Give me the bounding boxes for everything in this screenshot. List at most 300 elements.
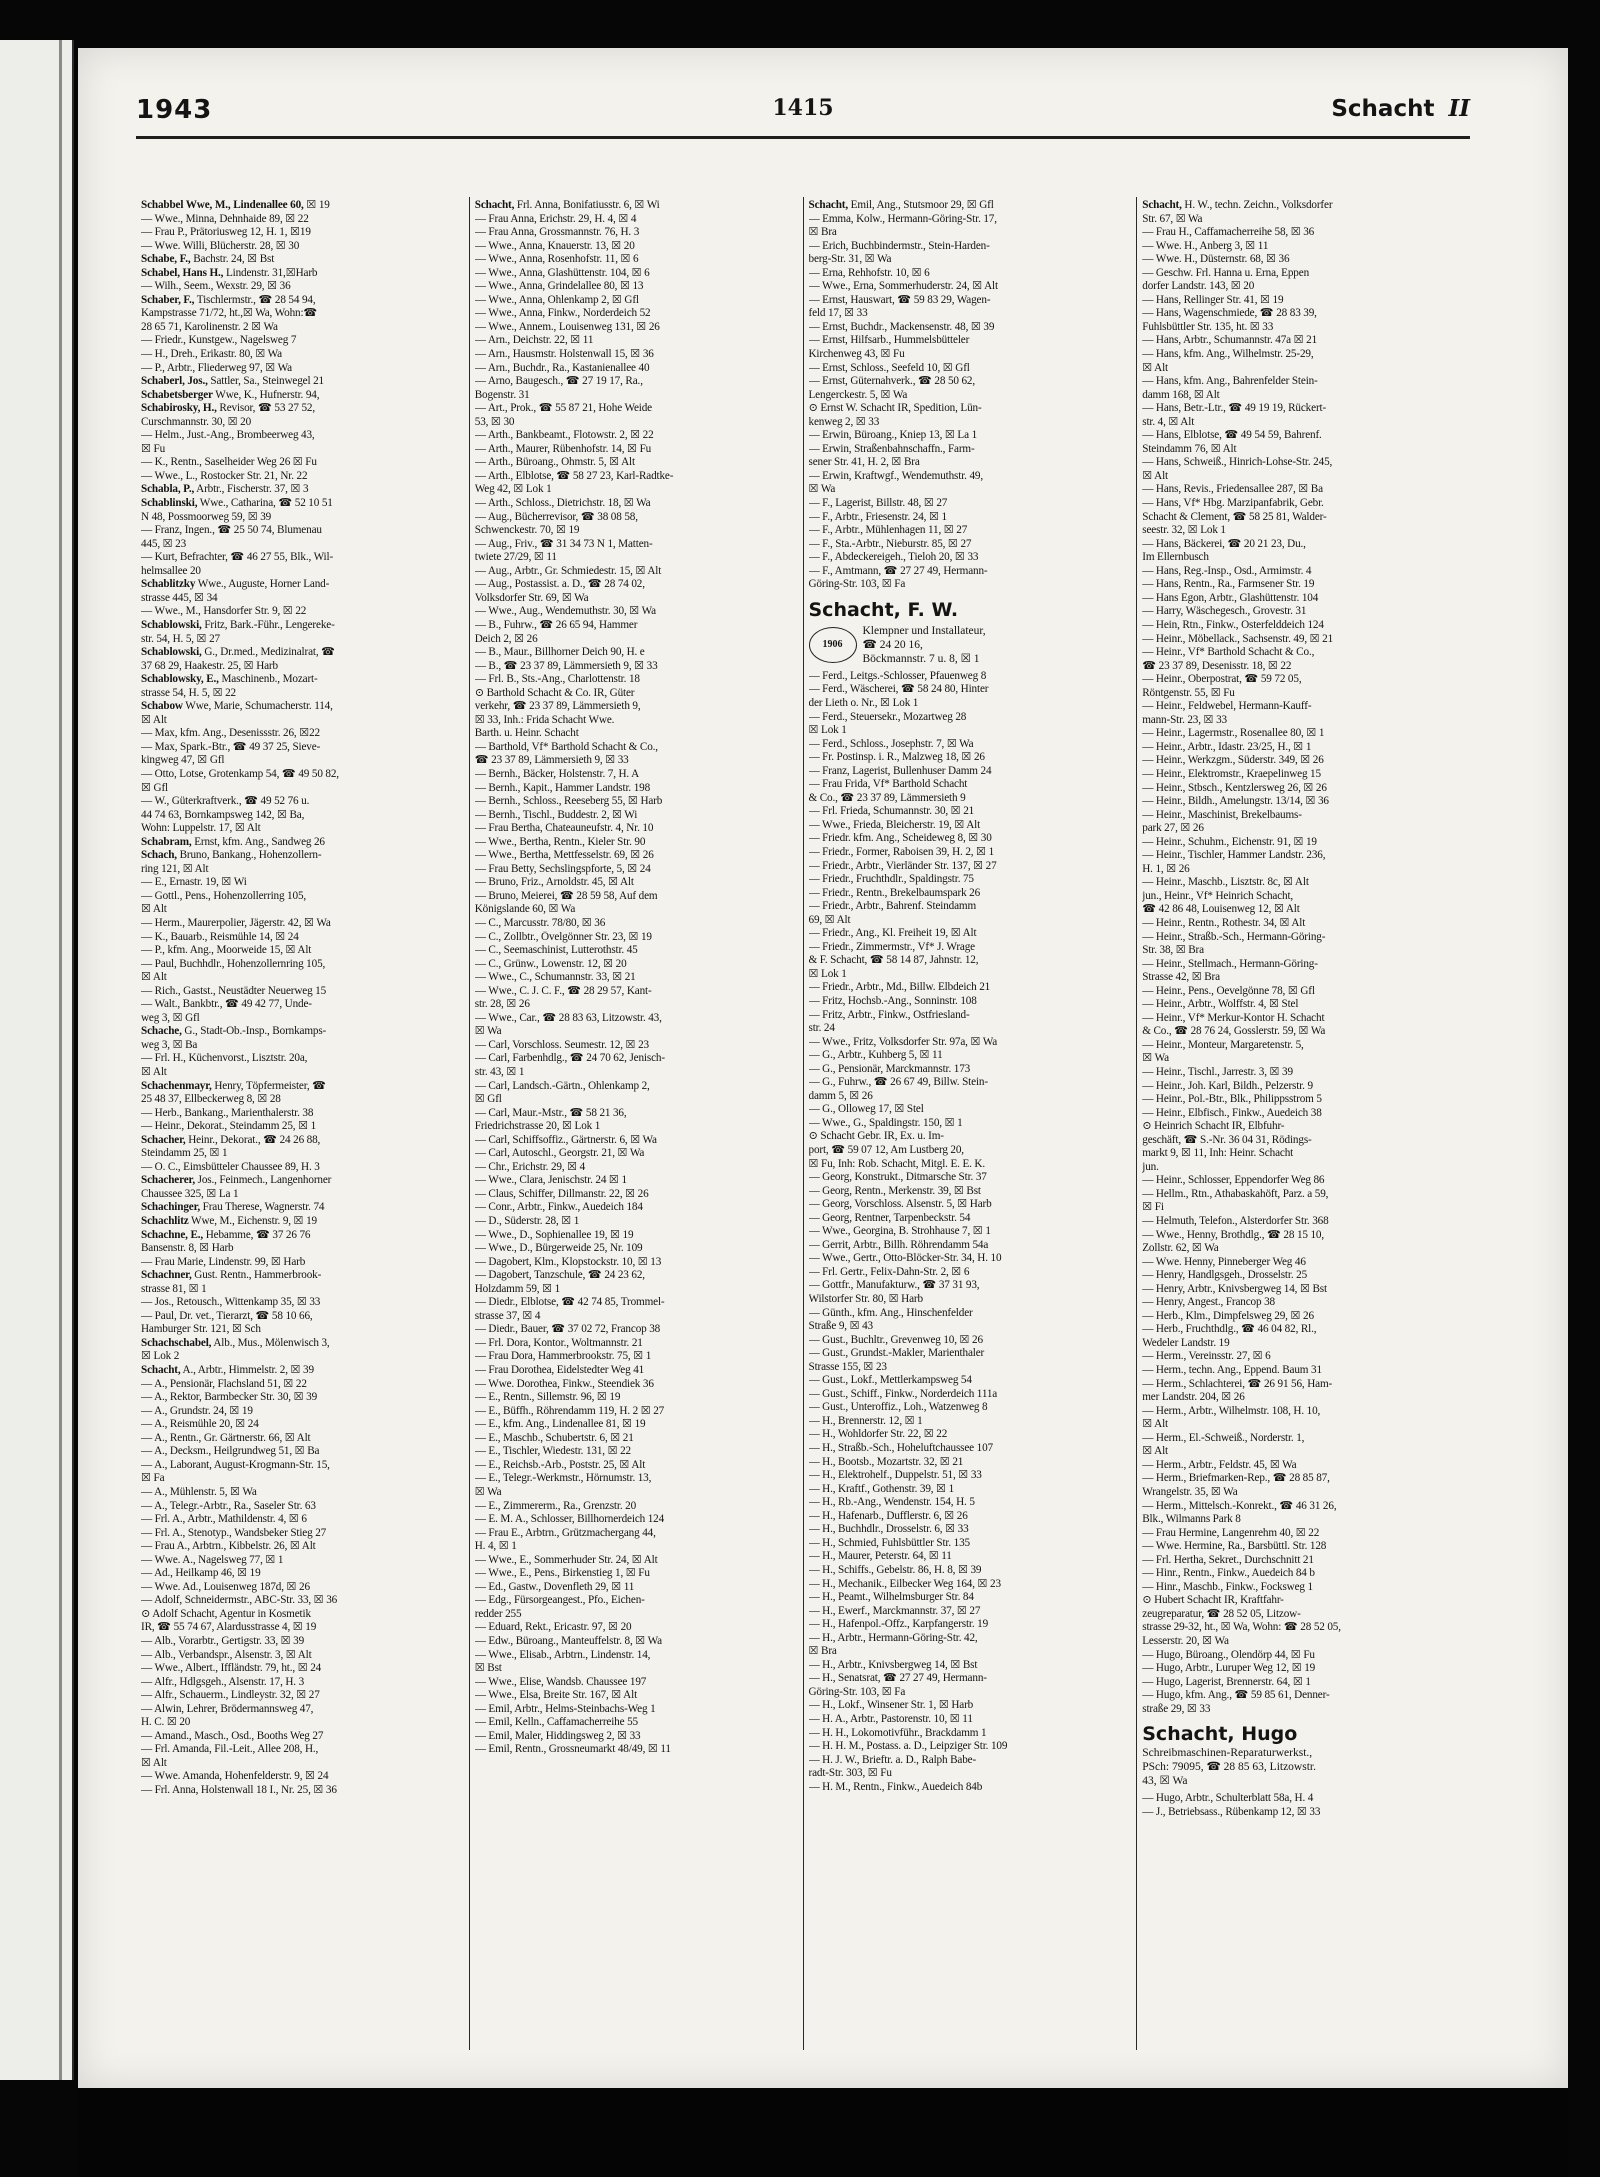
entry-text: — Wwe. Willi, Blücherstr. 28, ☒ 30 (141, 239, 300, 252)
entry-text: — Wwe., M., Hansdorfer Str. 9, ☒ 22 (141, 605, 307, 618)
directory-entry (475, 754, 799, 768)
entry-text: Wilstorfer Str. 80, ☒ Harb (808, 1293, 923, 1306)
entry-text: ☒ Wa (808, 483, 836, 496)
directory-entry (1142, 1161, 1466, 1175)
directory-entry (141, 443, 465, 457)
entry-text: Wwe, Marie, Schumacherstr. 114, (182, 700, 333, 713)
entry-text: verkehr, ☎ 23 37 89, Lämmersieth 9, (474, 700, 641, 713)
entry-text: — E., Telegr.-Werkmstr., Hörnumstr. 13, (474, 1472, 652, 1485)
entry-text: str. 4, ☒ Alt (1142, 415, 1195, 428)
entry-text: ☒ 33, Inh.: Frida Schacht Wwe. (474, 713, 615, 726)
directory-entry (475, 1649, 799, 1663)
directory-entry (475, 1350, 799, 1364)
directory-entry (809, 416, 1133, 430)
ad-hugo-line-1: Schreibmaschinen-Reparaturwerkst., (1142, 1747, 1313, 1760)
directory-entry (809, 914, 1133, 928)
entry-text: Frau Therese, Wagnerstr. 74 (200, 1201, 325, 1214)
entry-text: — Frau Bertha, Chateauneufstr. 4, Nr. 10 (474, 822, 654, 835)
entry-text: — A., Laborant, August-Krogmann-Str. 15, (141, 1458, 330, 1471)
entry-surname: Schablitzky (141, 578, 196, 591)
entry-text: — Wwe. H., Düsternstr. 68, ☒ 36 (1142, 253, 1290, 266)
entry-text: 53, ☒ 30 (474, 415, 515, 428)
entry-text: — Herm., techn. Ang., Eppend. Baum 31 (1142, 1364, 1322, 1377)
entry-text: — Ferd., Leitgs.-Schlosser, Pfauenweg 8 (808, 669, 987, 682)
entry-text: — Arth., Elblotse, ☎ 58 27 23, Karl-Radtke- (474, 469, 674, 482)
entry-text: — Herm., Maurerpolier, Jägerstr. 42, ☒ Wa (141, 916, 331, 929)
directory-entry (1142, 1649, 1466, 1663)
entry-surname: Schabel, Hans H., (141, 266, 224, 279)
directory-entry (141, 1310, 465, 1324)
directory-entry (1142, 903, 1466, 917)
entry-text: — F., Arbtr., Friesenstr. 24, ☒ 1 (808, 510, 947, 523)
column-4 (1137, 197, 1470, 2050)
entry-text: — Friedr., Arbtr., Md., Billw. Elbdeich 21 (808, 981, 991, 994)
directory-entry (1142, 998, 1466, 1012)
entry-text: — Carl, Vorschloss. Seumestr. 12, ☒ 23 (474, 1038, 649, 1051)
directory-entry (141, 633, 465, 647)
entry-surname: Schachner, (141, 1269, 192, 1282)
entry-text: — Alfr., Hdlgsgeh., Alsenstr. 17, H. 3 (141, 1675, 305, 1688)
entry-text: — Dagobert, Tanzschule, ☎ 24 23 62, (474, 1269, 645, 1282)
directory-entry (1142, 1201, 1466, 1215)
entry-text: Gust. Rentn., Hammerbrook- (191, 1269, 322, 1282)
entry-text: — Edg., Fürsorgeangest., Pfo., Eichen- (474, 1594, 645, 1607)
entry-text: — Wwe., Anna, Knauerstr. 13, ☒ 20 (474, 239, 635, 252)
directory-entry (1142, 1567, 1466, 1581)
entry-text: Göring-Str. 103, ☒ Fa (808, 578, 906, 591)
entry-text: — Gust., Grundst.-Makler, Marienthaler (808, 1347, 985, 1360)
directory-entry (141, 199, 465, 213)
directory-entry (1142, 307, 1466, 321)
entry-text: sener Str. 41, H. 2, ☒ Bra (808, 456, 920, 469)
directory-entry (809, 1605, 1133, 1619)
entry-text: — Frau Betty, Sechslingspforte, 5, ☒ 24 (474, 862, 651, 875)
directory-entry (809, 1293, 1133, 1307)
entry-text: — D., Süderstr. 28, ☒ 1 (474, 1215, 580, 1228)
directory-entry (475, 443, 799, 457)
directory-entry (809, 1076, 1133, 1090)
directory-entry (1142, 1066, 1466, 1080)
entry-text: Frl. Anna, Bonifatiusstr. 6, ☒ Wi (514, 199, 660, 211)
entry-text: geschäft, ☎ S.-Nr. 36 04 31, Rödings- (1142, 1133, 1312, 1146)
directory-entry (141, 768, 465, 782)
directory-entry (809, 1307, 1133, 1321)
entry-text: — Carl, Farbenhdlg., ☎ 24 70 62, Jenisch- (474, 1052, 665, 1065)
directory-entry (141, 456, 465, 470)
directory-entry (141, 849, 465, 863)
directory-entry (1142, 1792, 1466, 1806)
entry-text: — Wwe. H., Anberg 3, ☒ 11 (1142, 239, 1269, 252)
directory-entry (475, 1391, 799, 1405)
directory-entry (1142, 1296, 1466, 1310)
directory-entry (809, 321, 1133, 335)
directory-entry (475, 240, 799, 254)
directory-entry (1142, 768, 1466, 782)
directory-entry (141, 389, 465, 403)
entry-text: — Gottfr., Manufakturw., ☎ 37 31 93, (808, 1279, 980, 1292)
entry-surname: Schacht, (474, 199, 515, 211)
entry-text: — Hans, Reg.-Insp., Osd., Armimstr. 4 (1142, 564, 1312, 577)
directory-entry (141, 890, 465, 904)
directory-entry (809, 1036, 1133, 1050)
directory-entry (1142, 1689, 1466, 1703)
directory-entry (1142, 605, 1466, 619)
directory-entry (809, 765, 1133, 779)
column-3-bottom-entries (809, 670, 1133, 1794)
directory-entry (475, 876, 799, 890)
entry-text: ⊙ Schacht Gebr. IR, Ex. u. Im- (808, 1130, 944, 1143)
directory-entry (141, 1554, 465, 1568)
entry-text: — Wwe., L., Rostocker Str. 21, Nr. 22 (141, 469, 308, 482)
entry-text: — Aug., Bücherrevisor, ☎ 38 08 58, (474, 510, 638, 523)
directory-entry (809, 375, 1133, 389)
directory-entry (141, 944, 465, 958)
entry-text: Deich 2, ☒ 26 (474, 632, 538, 645)
entry-text: jun., Heinr., Vf* Heinrich Schacht, (1142, 889, 1294, 902)
directory-entry (475, 1581, 799, 1595)
entry-text: straße 29, ☒ 33 (1142, 1702, 1211, 1715)
entry-text: — Bernh., Schloss., Reeseberg 55, ☒ Harb (474, 795, 663, 808)
entry-text: — Carl, Schiffsoffiz., Gärtnerstr. 6, ☒ Wa (474, 1133, 657, 1146)
entry-text: park 27, ☒ 26 (1142, 822, 1204, 835)
entry-text: — Frl. Amanda, Fil.-Leit., Allee 208, H., (141, 1743, 319, 1756)
directory-entry (1142, 1581, 1466, 1595)
entry-text: G., Stadt-Ob.-Insp., Bornkamps- (181, 1025, 327, 1038)
directory-entry (475, 782, 799, 796)
directory-entry (1142, 1594, 1466, 1608)
entry-text: — Ernst, Güternahverk., ☎ 28 50 62, (808, 375, 976, 388)
directory-entry (1142, 1323, 1466, 1337)
entry-text: Fritz, Bark.-Führ., Lengereke- (201, 618, 335, 631)
entry-text: twiete 27/29, ☒ 11 (474, 551, 557, 564)
entry-text: — Wwe., Minna, Dehnhaide 89, ☒ 22 (141, 212, 309, 225)
entry-text: — Heinr., Straßb.-Sch., Hermann-Göring- (1142, 930, 1326, 943)
directory-entry (475, 1269, 799, 1283)
directory-entry (809, 1591, 1133, 1605)
directory-entry (1142, 1486, 1466, 1500)
entry-text: — Art., Prok., ☎ 55 87 21, Hohe Weide (474, 402, 653, 415)
entry-surname: Schabow (141, 700, 183, 713)
entry-text: — Erwin, Kraftwgf., Wendemuthstr. 49, (808, 469, 983, 482)
entry-text: — Herb., Bankang., Marienthalerstr. 38 (141, 1106, 314, 1119)
entry-text: — J., Betriebsass., Rübenkamp 12, ☒ 33 (1142, 1805, 1321, 1818)
entry-text: — Arn., Hausmstr. Holstenwall 15, ☒ 36 (474, 348, 654, 361)
directory-entry (809, 1090, 1133, 1104)
entry-text: — Diedr., Elblotse, ☎ 42 74 85, Trommel- (474, 1296, 665, 1309)
entry-text: — Wwe., Fritz, Volksdorfer Str. 97a, ☒ Wa (808, 1035, 998, 1048)
directory-entry (809, 860, 1133, 874)
directory-entry (809, 1279, 1133, 1293)
directory-entry (809, 1198, 1133, 1212)
entry-text: — Aug., Arbtr., Gr. Schmiedestr. 15, ☒ Alt (474, 564, 662, 577)
directory-entry (475, 1554, 799, 1568)
column-3 (804, 197, 1138, 2050)
entry-text: — Georg, Rentner, Tarpenbeckstr. 54 (808, 1211, 971, 1224)
directory-entry (1142, 619, 1466, 633)
entry-text: ☒ Bra (808, 226, 837, 239)
entry-text: — E., Rentn., Sillemstr. 96, ☒ 19 (474, 1391, 621, 1404)
directory-entry (1142, 1378, 1466, 1392)
directory-entry (1142, 836, 1466, 850)
directory-entry (475, 741, 799, 755)
directory-entry (141, 998, 465, 1012)
entry-text: — H., Ewerf., Marckmannstr. 37, ☒ 27 (808, 1604, 981, 1617)
directory-entry (1142, 1039, 1466, 1053)
entry-text: ☎ 42 86 48, Louisenweg 12, ☒ Alt (1142, 903, 1300, 916)
directory-entry (141, 673, 465, 687)
directory-entry (475, 592, 799, 606)
entry-text: — Herm., Mittelsch.-Konrekt., ☎ 46 31 26, (1142, 1499, 1337, 1512)
directory-entry (141, 497, 465, 511)
ad-hugo-line-2: PSch: 79095, ☎ 28 85 63, Litzowstr. (1142, 1761, 1316, 1774)
entry-text: mer Landstr. 204, ☒ 26 (1142, 1391, 1245, 1404)
entry-text: — K., Bauarb., Reismühle 14, ☒ 24 (141, 930, 299, 943)
entry-text: — Erwin, Büroang., Kniep 13, ☒ La 1 (808, 429, 978, 442)
directory-entry (1142, 1080, 1466, 1094)
directory-entry (1142, 782, 1466, 796)
directory-entry (475, 1513, 799, 1527)
ad-hugo-line-3: 43, ☒ Wa (1142, 1775, 1188, 1788)
directory-entry (1142, 213, 1466, 227)
entry-text: — Arth., Büroang., Ohmstr. 5, ☒ Alt (474, 456, 635, 469)
directory-entry (809, 1632, 1133, 1646)
entry-text: — H., Maurer, Peterstr. 64, ☒ 11 (808, 1550, 952, 1563)
directory-entry (809, 578, 1133, 592)
directory-entry (475, 1025, 799, 1039)
directory-entry (1142, 1676, 1466, 1690)
entry-text: — C., Seemaschinist, Lutterothstr. 45 (474, 944, 638, 957)
entry-text: — Bernh., Tischl., Buddestr. 2, ☒ Wi (474, 808, 638, 821)
entry-text: seestr. 32, ☒ Lok 1 (1142, 524, 1226, 537)
directory-entry (809, 565, 1133, 579)
entry-text: Zollstr. 62, ☒ Wa (1142, 1242, 1219, 1255)
directory-entry (809, 362, 1133, 376)
entry-text: Strasse 155, ☒ 23 (808, 1360, 887, 1373)
directory-entry (809, 307, 1133, 321)
directory-entry (1142, 402, 1466, 416)
directory-entry (809, 1618, 1133, 1632)
entry-text: ☒ Wa (474, 1485, 502, 1498)
entry-text: — Georg, Konstrukt., Ditmarsche Str. 37 (808, 1171, 987, 1184)
entry-text: — F., Amtmann, ☎ 27 27 49, Hermann- (808, 564, 988, 577)
entry-text: — Wwe., C. J. C. F., ☎ 28 29 57, Kant- (474, 984, 652, 997)
entry-text: ☒ Bst (474, 1662, 502, 1675)
directory-entry (1142, 538, 1466, 552)
directory-entry (475, 1635, 799, 1649)
entry-text: Wrangelstr. 35, ☒ Wa (1142, 1485, 1238, 1498)
entry-text: — Heinr., Möbellack., Sachsenstr. 49, ☒ 21 (1142, 632, 1334, 645)
directory-entry (475, 1527, 799, 1541)
entry-text: — Wwe., Georgina, B. Strohhause 7, ☒ 1 (808, 1225, 991, 1238)
scan-bottom-edge (78, 2088, 1568, 2177)
entry-text: kenweg 2, ☒ 33 (808, 415, 880, 428)
entry-text: — Ernst, Schloss., Seefeld 10, ☒ Gfl (808, 361, 970, 374)
entry-text: strasse 445, ☒ 34 (141, 591, 218, 604)
directory-entry (141, 1716, 465, 1730)
directory-entry (1142, 714, 1466, 728)
directory-entry (475, 1107, 799, 1121)
entry-text: — A., Decksm., Heilgrundweg 51, ☒ Ba (141, 1445, 320, 1458)
entry-text: Strasse 42, ☒ Bra (1142, 971, 1220, 984)
directory-entry (475, 795, 799, 809)
directory-entry (141, 809, 465, 823)
entry-text: — H., Mechanik., Eilbecker Weg 164, ☒ 23 (808, 1577, 1001, 1590)
entry-text: dorfer Landstr. 143, ☒ 20 (1142, 280, 1255, 293)
entry-text: — Bruno, Friz., Arnoldstr. 45, ☒ Alt (474, 876, 634, 889)
directory-entry (141, 1621, 465, 1635)
entry-text: — Wwe., Clara, Jenischstr. 24 ☒ 1 (474, 1174, 627, 1187)
entry-surname: Schacherer, (141, 1174, 195, 1187)
directory-entry (809, 1456, 1133, 1470)
directory-entry (809, 1130, 1133, 1144)
directory-entry (475, 389, 799, 403)
entry-text: — H., Buchhdlr., Drosselstr. 6, ☒ 33 (808, 1523, 969, 1536)
directory-entry (1142, 348, 1466, 362)
directory-entry (809, 511, 1133, 525)
entry-text: — Friedr., Kunstgew., Nagelsweg 7 (141, 334, 297, 347)
entry-text: ⊙ Heinrich Schacht IR, Elbfuhr- (1142, 1120, 1285, 1133)
directory-entry (475, 998, 799, 1012)
entry-text: ☒ Bra (808, 1645, 837, 1658)
directory-entry (1142, 1147, 1466, 1161)
entry-text: — Emil, Kelln., Caffamacherreihe 55 (474, 1716, 638, 1729)
directory-entry (475, 673, 799, 687)
entry-text: — Hans, Vf* Hbg. Marzipanfabrik, Gebr. (1142, 497, 1324, 510)
directory-entry (141, 714, 465, 728)
entry-text: — E., kfm. Ang., Lindenallee 81, ☒ 19 (474, 1418, 646, 1431)
directory-entry (141, 754, 465, 768)
entry-text: Bansenstr. 8, ☒ Harb (141, 1242, 234, 1255)
entry-text: — Arno, Baugesch., ☎ 27 19 17, Ra., (474, 375, 643, 388)
entry-text: — Gust., Unteroffiz., Loh., Watzenweg 8 (808, 1401, 988, 1414)
entry-text: Curschmannstr. 30, ☒ 20 (141, 415, 252, 428)
directory-entry (475, 1256, 799, 1270)
directory-entry (1142, 1350, 1466, 1364)
directory-entry (141, 1134, 465, 1148)
entry-text: — H., Dreh., Erikastr. 80, ☒ Wa (141, 348, 282, 361)
entry-text: — Wwe., C., Schumannstr. 33, ☒ 21 (474, 971, 636, 984)
directory-entry (141, 280, 465, 294)
entry-text: — Herm., Vereinsstr. 27, ☒ 6 (1142, 1350, 1271, 1363)
directory-entry (141, 687, 465, 701)
entry-text: — Hans, Betr.-Ltr., ☎ 49 19 19, Rückert- (1142, 402, 1327, 415)
directory-entry (141, 1066, 465, 1080)
directory-entry (809, 683, 1133, 697)
directory-entry (141, 1405, 465, 1419)
directory-entry (141, 321, 465, 335)
directory-entry (141, 307, 465, 321)
entry-text: — Wwe., Anna, Ohlenkamp 2, ☒ Gfl (474, 293, 639, 306)
entry-text: ☒ Gfl (474, 1093, 502, 1106)
directory-entry (475, 1676, 799, 1690)
directory-entry (141, 795, 465, 809)
directory-entry (141, 578, 465, 592)
directory-entry (475, 700, 799, 714)
directory-entry (809, 805, 1133, 819)
entry-text: Straße 9, ☒ 43 (808, 1320, 873, 1333)
entry-text: — Heinr., Schlosser, Eppendorfer Weg 86 (1142, 1174, 1325, 1187)
entry-text: — Georg, Rentn., Merkenstr. 39, ☒ Bst (808, 1184, 981, 1197)
entry-text: — Heinr., Elbfisch., Finkw., Auedeich 38 (1142, 1106, 1322, 1119)
entry-text: — Amand., Masch., Osd., Booths Weg 27 (141, 1729, 324, 1742)
entry-text: Königslande 60, ☒ Wa (474, 903, 576, 916)
directory-entry (809, 1347, 1133, 1361)
entry-text: Schacht & Clement, ☎ 58 25 81, Walder- (1142, 510, 1327, 523)
entry-text: — Frau Anna, Erichstr. 29, H. 4, ☒ 4 (474, 212, 637, 225)
directory-entry (809, 524, 1133, 538)
entry-text: — H., Arbtr., Hermann-Göring-Str. 42, (808, 1631, 978, 1644)
directory-entry (475, 362, 799, 376)
directory-entry (809, 1158, 1133, 1172)
entry-text: — Wwe., E., Pens., Birkenstieg 1, ☒ Fu (474, 1567, 650, 1580)
directory-entry (141, 1323, 465, 1337)
directory-entry (141, 375, 465, 389)
entry-text: Lengerckestr. 5, ☒ Wa (808, 388, 908, 401)
entry-text: — Hellm., Rtn., Athabaskahöft, Parz. a 59, (1142, 1187, 1329, 1200)
entry-text: — Frau Dora, Hammerbrookstr. 75, ☒ 1 (474, 1350, 652, 1363)
entry-text: — Aug., Friv., ☎ 31 34 73 N 1, Matten- (474, 537, 653, 550)
directory-entry (475, 1486, 799, 1500)
directory-entry (809, 1550, 1133, 1564)
directory-entry (809, 1022, 1133, 1036)
entry-text: — F., Lagerist, Billstr. 48, ☒ 27 (808, 497, 948, 510)
entry-text: — Arth., Maurer, Rübenhofstr. 14, ☒ Fu (474, 442, 652, 455)
directory-entry (141, 931, 465, 945)
entry-text: — Wwe., Elisab., Arbtrn., Lindenstr. 14, (474, 1648, 651, 1661)
directory-entry (809, 873, 1133, 887)
directory-entry (1142, 1445, 1466, 1459)
column-1 (136, 197, 470, 2050)
directory-entry (1142, 592, 1466, 606)
entry-text: — Heinr., Tischler, Hammer Landstr. 236, (1142, 849, 1326, 862)
directory-entry (809, 1699, 1133, 1713)
directory-entry (809, 1334, 1133, 1348)
entry-text: ☎ 23 37 89, Lämmersieth 9, ☒ 33 (474, 754, 629, 767)
directory-entry (475, 1188, 799, 1202)
directory-entry (141, 1296, 465, 1310)
directory-entry (475, 971, 799, 985)
entry-text: H. 1, ☒ 26 (1142, 862, 1190, 875)
entry-text: — Heinr., Stbsch., Kentzlersweg 26, ☒ 26 (1142, 781, 1327, 794)
directory-entry (1142, 280, 1466, 294)
entry-surname: Schachenmayr, (141, 1079, 212, 1092)
entry-text: — Otto, Lotse, Grotenkamp 54, ☎ 49 50 82, (141, 767, 339, 780)
directory-entry (809, 954, 1133, 968)
entry-text: — E., Reichsb.-Arb., Poststr. 25, ☒ Alt (474, 1458, 646, 1471)
directory-entry (1142, 1703, 1466, 1717)
entry-text: — Henry, Handlgsgeh., Drosselstr. 25 (1142, 1269, 1308, 1282)
directory-entry (141, 1215, 465, 1229)
directory-entry (141, 1080, 465, 1094)
advertisement-fw-schacht (809, 598, 1133, 666)
entry-text: Röntgenstr. 55, ☒ Fu (1142, 686, 1235, 699)
entry-text: — B., ☎ 23 37 89, Lämmersieth 9, ☒ 33 (474, 659, 658, 672)
directory-entry (809, 1361, 1133, 1375)
entry-text: ☒ Lok 1 (808, 967, 847, 980)
directory-entry (475, 321, 799, 335)
entry-text: strasse 54, H. 5, ☒ 22 (141, 686, 236, 699)
directory-entry (475, 809, 799, 823)
directory-entry (141, 1229, 465, 1243)
entry-text: — Edw., Büroang., Manteuffelstr. 8, ☒ Wa (474, 1634, 662, 1647)
entry-text: — Heinr., Vf* Merkur-Kontor H. Schacht (1142, 1011, 1325, 1024)
entry-text: strasse 81, ☒ 1 (141, 1282, 207, 1295)
entry-text: ☒ Alt (1142, 469, 1169, 482)
entry-text: — Paul, Buchhdlr., Hohenzollernring 105, (141, 957, 326, 970)
entry-text: — Friedr., Arbtr., Vierländer Str. 137, ☒ 27 (808, 859, 997, 872)
entry-text: — Gust., Schiff., Finkw., Norderdeich 111a (808, 1387, 998, 1400)
entry-text: — Henry, Arbtr., Knivsbergweg 14, ☒ Bst (1142, 1282, 1327, 1295)
